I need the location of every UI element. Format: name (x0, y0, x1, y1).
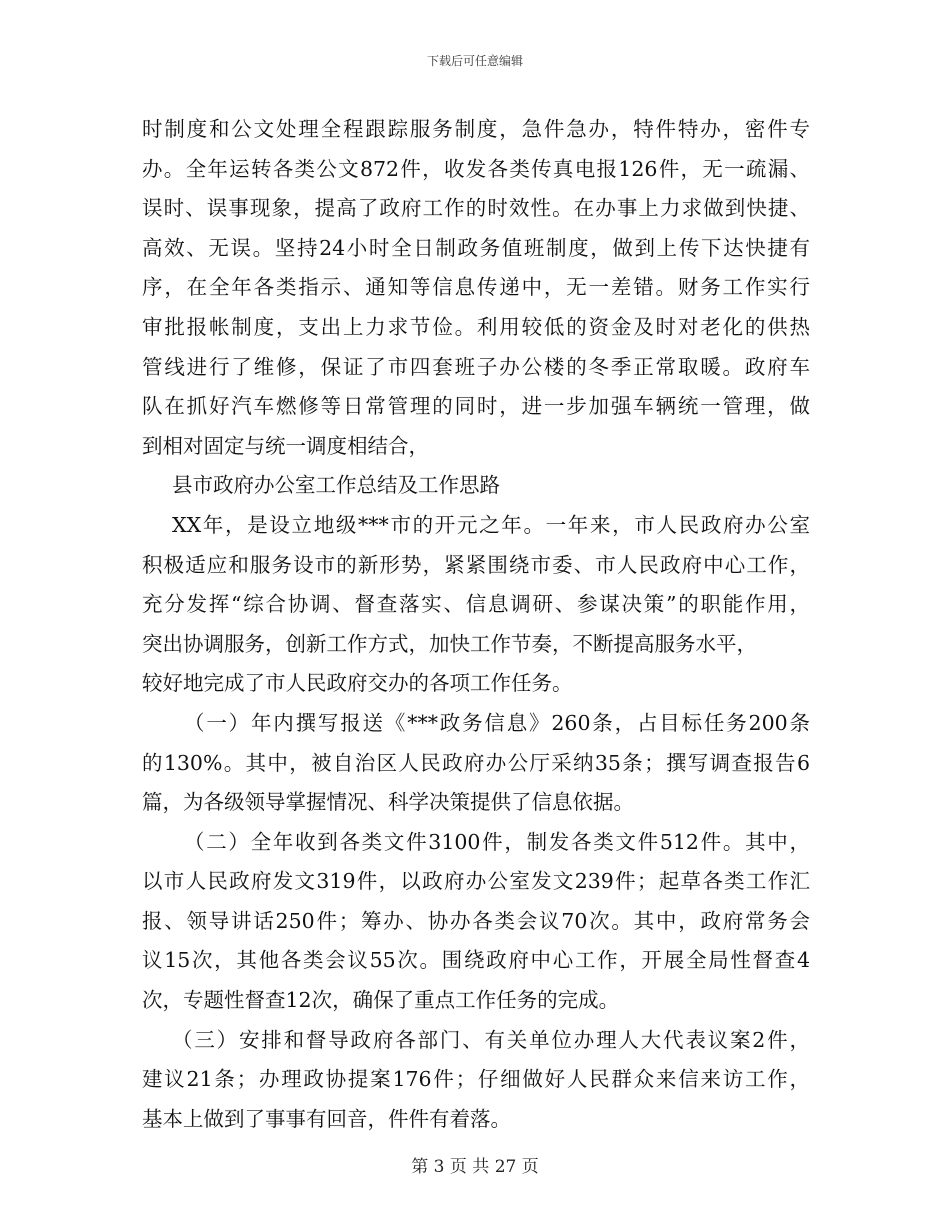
text-line: （一）年内撰写报送《***政务信息》260条，占目标任务200条 (184, 710, 810, 735)
text-line: 建议21条；办理政协提案176件；仔细做好人民群众来信来访工作， (142, 1067, 810, 1092)
text-line: 误时、误事现象，提高了政府工作的时效性。在办事上力求做到快捷、 (142, 196, 810, 221)
document-body (142, 110, 810, 1139)
text-line: 高效、无误。坚持24小时全日制政务值班制度，做到上传下达快捷有 (142, 235, 810, 260)
page-number: 第 3 页 共 27 页 (411, 1157, 539, 1177)
text-line: 队在抓好汽车燃修等日常管理的同时，进一步加强车辆统一管理，做 (142, 394, 810, 419)
text-line: 积极适应和服务设市的新形势，紧紧围绕市委、市人民政府中心工作， (142, 552, 810, 577)
text-line: （二）全年收到各类文件3100件，制发各类文件512件。其中， (184, 829, 810, 854)
text-line: 管线进行了维修，保证了市四套班子办公楼的冬季正常取暖。政府车 (142, 354, 810, 379)
text-line: 较好地完成了市人民政府交办的各项工作任务。 (142, 671, 573, 696)
text-line: 报、领导讲话250件；筹办、协办各类会议70次。其中，政府常务会 (142, 908, 810, 933)
text-line: 序，在全年各类指示、通知等信息传递中，无一差错。财务工作实行 (142, 275, 810, 300)
text-line: 办。全年运转各类公文872件，收发各类传真电报126件，无一疏漏、 (142, 156, 810, 181)
text-line: 的130%。其中，被自治区人民政府办公厅采纳35条；撰写调查报告6 (142, 750, 810, 775)
text-line: （三）安排和督导政府各部门、有关单位办理人大代表议案2件， (172, 1027, 810, 1052)
text-line: 县市政府办公室工作总结及工作思路 (172, 473, 500, 498)
text-line: 以市人民政府发文319件，以政府办公室发文239件；起草各类工作汇 (142, 869, 810, 894)
text-line: 突出协调服务，创新工作方式，加快工作节奏，不断提高服务水平， (142, 631, 757, 656)
page-header: 下载后可任意编辑 (426, 54, 523, 68)
text-line: 议15次，其他各类会议55次。围绕政府中心工作，开展全局性督查4 (142, 948, 810, 973)
text-line: 充分发挥“综合协调、督查落实、信息调研、参谋决策”的职能作用， (142, 592, 810, 617)
text-line: XX年，是设立地级***市的开元之年。一年来，市人民政府办公室 (172, 512, 810, 537)
text-line: 次，专题性督查12次，确保了重点工作任务的完成。 (142, 988, 620, 1013)
text-line: 基本上做到了事事有回音，件件有着落。 (142, 1106, 511, 1131)
text-line: 到相对固定与统一调度相结合， (142, 433, 429, 458)
text-line: 时制度和公文处理全程跟踪服务制度，急件急办，特件特办，密件专 (142, 117, 810, 141)
text-line: 审批报帐制度，支出上力求节俭。利用较低的资金及时对老化的供热 (142, 314, 810, 339)
text-line: 篇，为各级领导掌握情况、科学决策提供了信息依据。 (142, 790, 634, 815)
